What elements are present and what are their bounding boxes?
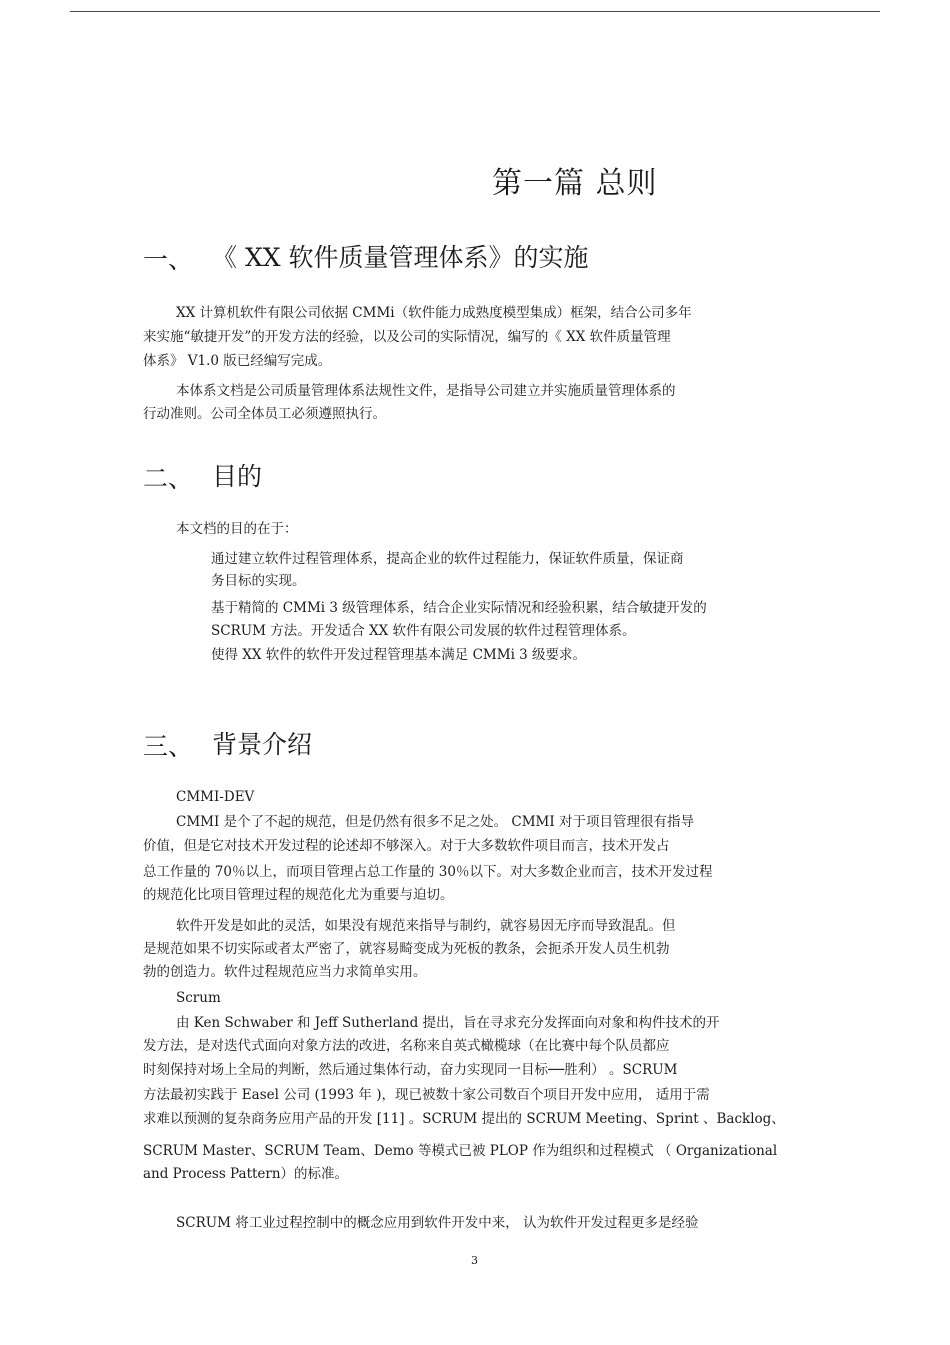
- section-3-para-2-line-1: 软件开发是如此的灵活，如果没有规范来指导与制约，就容易因无序而导致混乱。但: [176, 918, 676, 934]
- section-1-para-1-line-3: 体系》 V1.0 版已经编写完成。: [143, 353, 332, 369]
- section-2-item-3-line-1: 使得 XX 软件的软件开发过程管理基本满足 CMMi 3 级要求。: [211, 647, 587, 663]
- section-1-para-2-line-1: 本体系文档是公司质量管理体系法规性文件，是指导公司建立并实施质量管理体系的: [176, 383, 676, 399]
- section-1-heading: 《 XX 软件质量管理体系》的实施: [212, 243, 589, 272]
- section-2-item-2-line-1: 基于精简的 CMMi 3 级管理体系，结合企业实际情况和经验积累，结合敏捷开发的: [211, 600, 707, 616]
- top-rule: [70, 11, 880, 12]
- section-2-heading: 目的: [212, 462, 263, 491]
- page-number: 3: [471, 1254, 478, 1267]
- section-3-para-3-line-4: 方法最初实践于 Easel 公司 (1993 年 )，现已被数十家公司数百个项目开发中应用， 适用于需: [143, 1087, 710, 1103]
- section-1-para-1-line-1: XX 计算机软件有限公司依据 CMMi（软件能力成熟度模型集成）框架，结合公司多年: [176, 305, 692, 321]
- section-3-para-1-line-3: 总工作量的 70％以上，而项目管理占总工作量的 30％以下。对大多数企业而言，技术开发过程: [143, 864, 713, 880]
- section-3-para-3-line-6: SCRUM Master、SCRUM Team、Demo 等模式已被 PLOP 作为组织和过程模式 （ Organizational: [143, 1143, 778, 1159]
- section-3-para-3-line-7: and Process Pattern）的标准。: [143, 1166, 349, 1182]
- section-3-subheading-scrum: Scrum: [176, 990, 221, 1006]
- part-title: 第一篇 总则: [492, 166, 658, 201]
- section-3-para-1-line-4: 的规范化比项目管理过程的规范化尤为重要与迫切。: [143, 887, 454, 903]
- section-1-para-1-line-2: 来实施“敏捷开发”的开发方法的经验，以及公司的实际情况，编写的《 XX 软件质量管理: [143, 329, 671, 345]
- section-3-subheading-cmmi-dev: CMMI-DEV: [176, 789, 255, 805]
- section-3-para-1-line-2: 价值，但是它对技术开发过程的论述却不够深入。对于大多数软件项目而言，技术开发占: [143, 838, 670, 854]
- section-1-number: 一、: [143, 245, 194, 274]
- section-3-number: 三、: [143, 732, 194, 761]
- section-2-intro: 本文档的目的在于：: [176, 521, 298, 537]
- section-2-item-2-line-2: SCRUM 方法。开发适合 XX 软件有限公司发展的软件过程管理体系。: [211, 623, 636, 639]
- section-3-para-1-line-1: CMMI 是个了不起的规范，但是仍然有很多不足之处。 CMMI 对于项目管理很有指导: [176, 814, 694, 830]
- section-3-heading: 背景介绍: [212, 730, 313, 759]
- section-2-number: 二、: [143, 464, 194, 493]
- section-3-para-3-line-2: 发方法，是对迭代式面向对象方法的改进，名称来自英式橄榄球（在比赛中每个队员都应: [143, 1038, 670, 1054]
- section-3-para-3-line-5: 求难以预测的复杂商务应用产品的开发 [11] 。SCRUM 提出的 SCRUM Meeting、Sprint 、Backlog、: [143, 1111, 785, 1127]
- section-1-para-2-line-2: 行动准则。公司全体员工必须遵照执行。: [143, 406, 386, 422]
- section-3-para-3-line-3: 时刻保持对场上全局的判断，然后通过集体行动，奋力实现同一目标──胜利） 。SCRUM: [143, 1062, 678, 1078]
- section-2-item-1-line-2: 务目标的实现。: [211, 573, 306, 589]
- section-2-item-1-line-1: 通过建立软件过程管理体系，提高企业的软件过程能力，保证软件质量，保证商: [211, 551, 684, 567]
- section-3-para-4-line-1: SCRUM 将工业过程控制中的概念应用到软件开发中来， 认为软件开发过程更多是经验: [176, 1215, 699, 1231]
- section-3-para-2-line-2: 是规范如果不切实际或者太严密了，就容易畸变成为死板的教条，会扼杀开发人员生机勃: [143, 941, 670, 957]
- section-3-para-2-line-3: 勃的创造力。软件过程规范应当力求简单实用。: [143, 964, 427, 980]
- section-3-para-3-line-1: 由 Ken Schwaber 和 Jeff Sutherland 提出，旨在寻求充分发挥面向对象和构件技术的开: [176, 1015, 720, 1031]
